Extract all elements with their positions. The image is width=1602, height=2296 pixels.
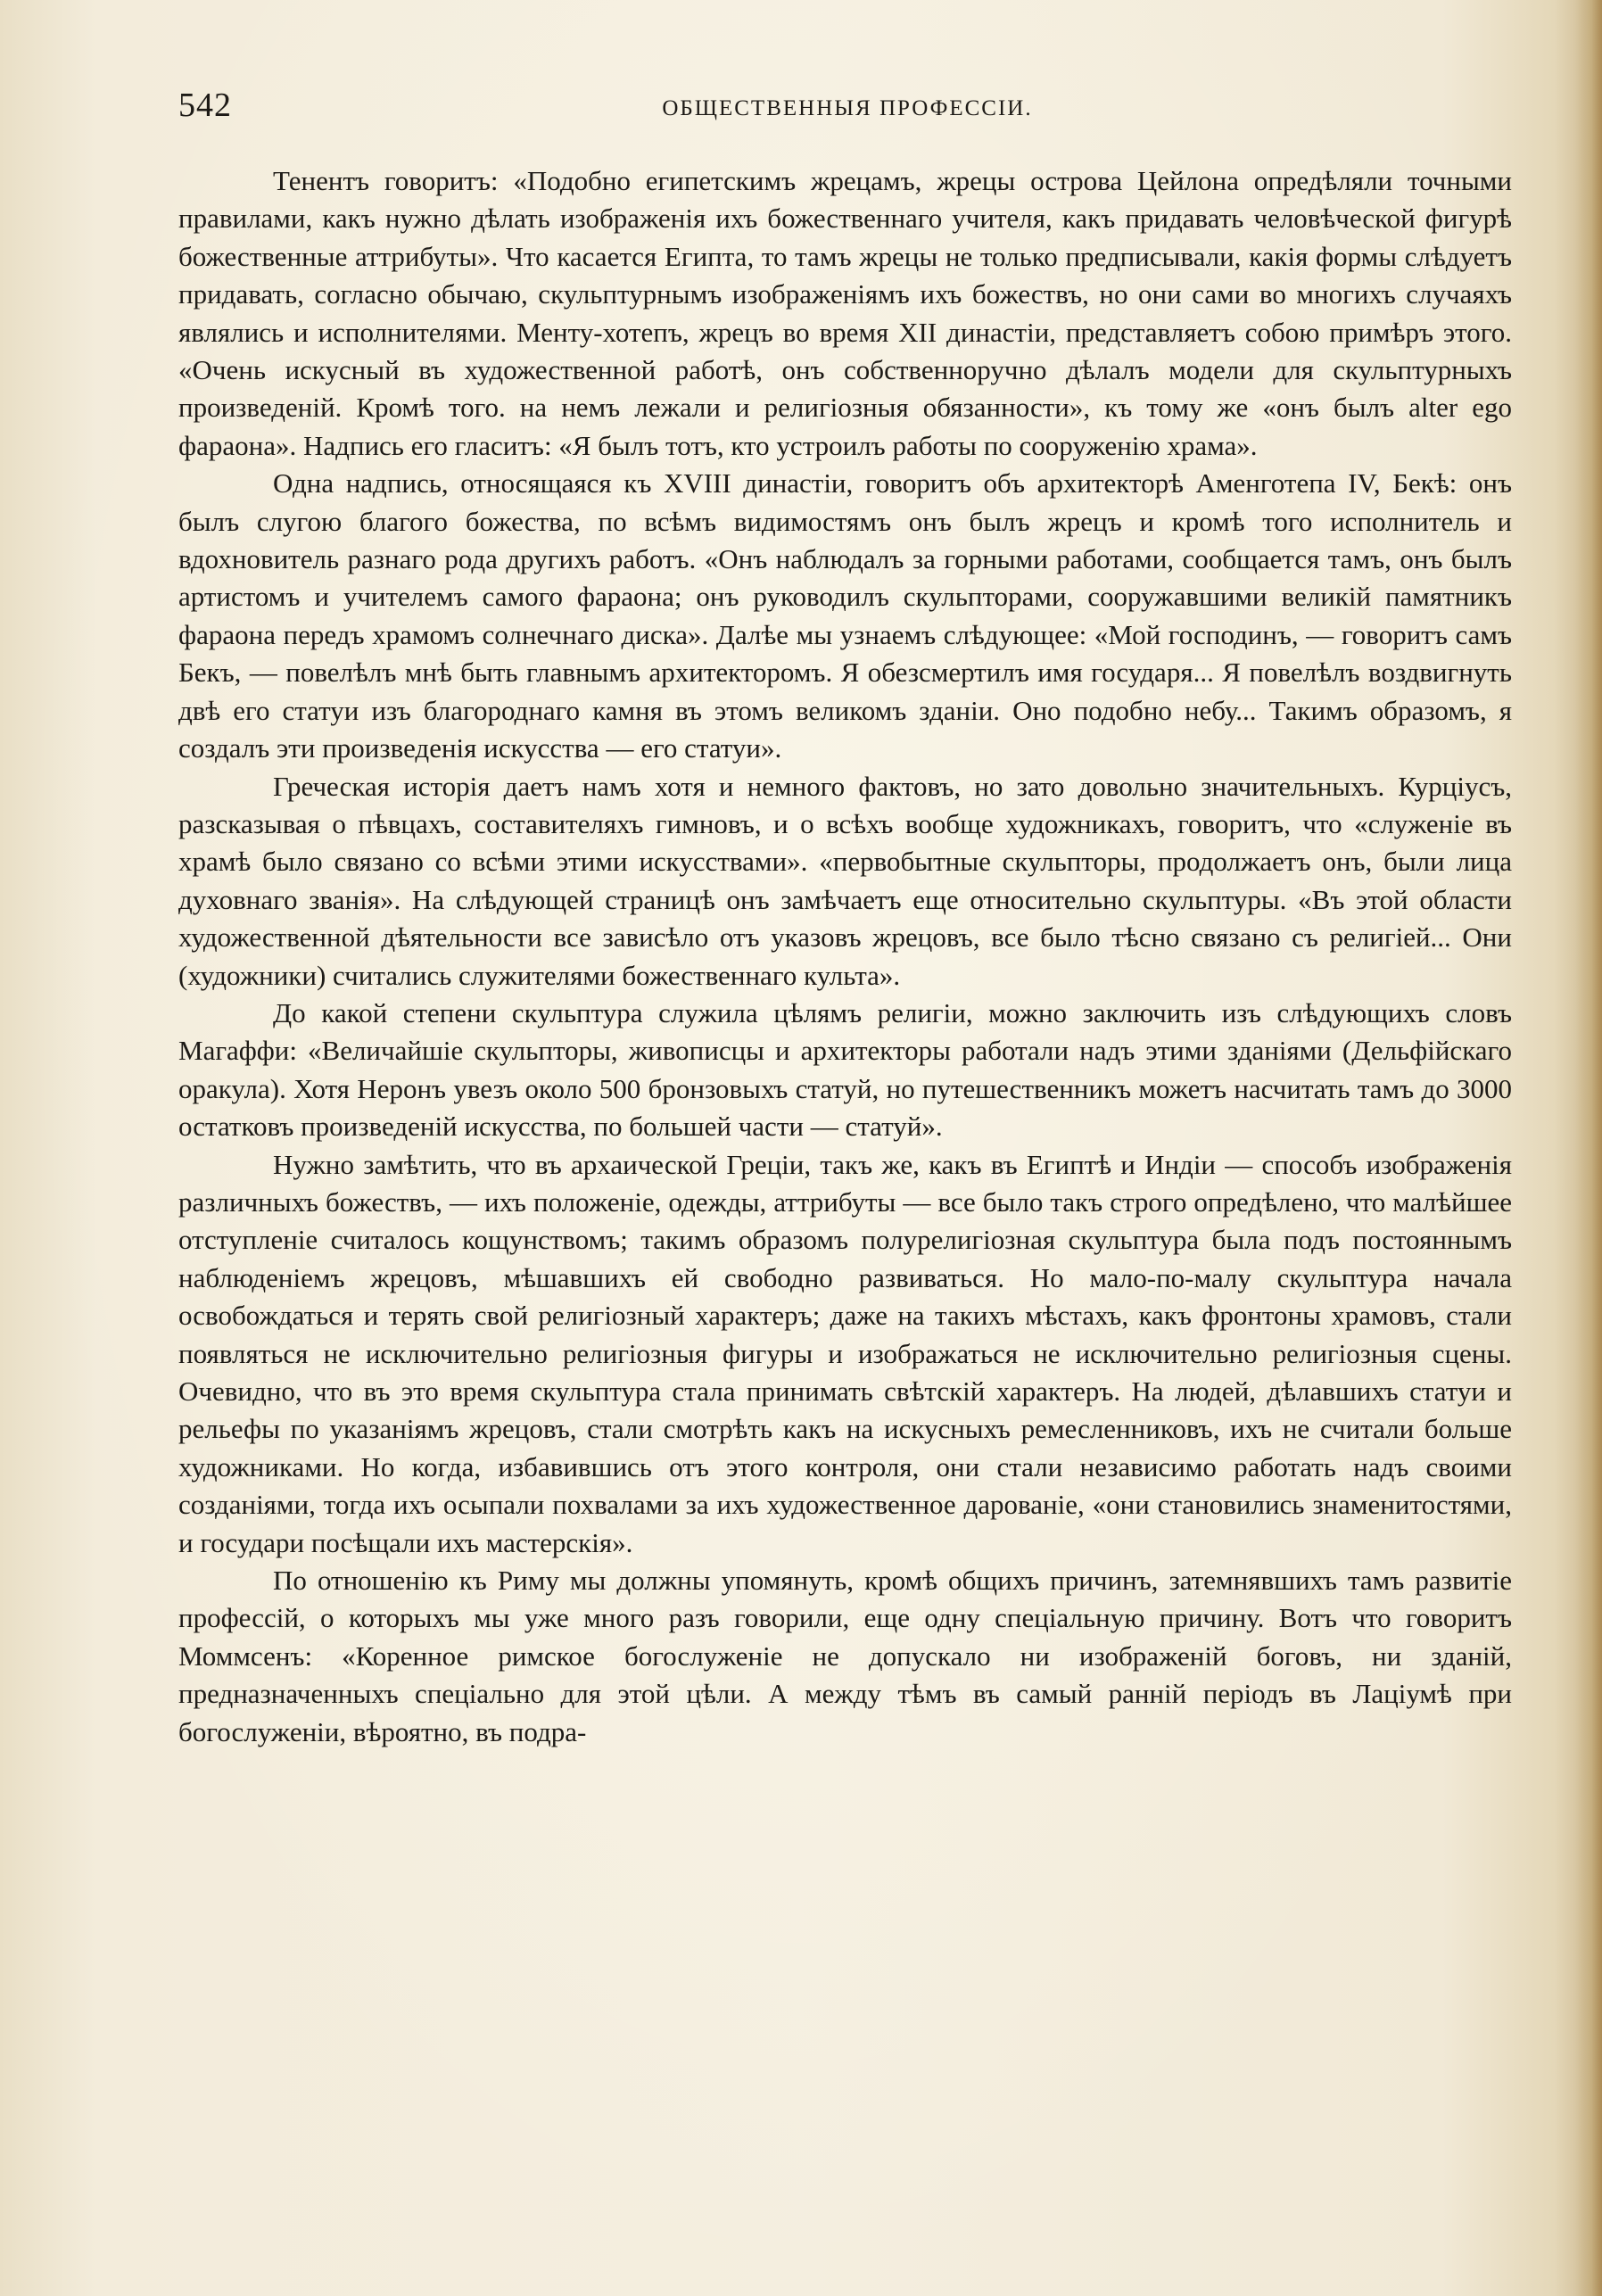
running-head: ОБЩЕСТВЕННЫЯ ПРОФЕССІИ. [662, 96, 1033, 120]
paragraph-tennent: Тенентъ говоритъ: «Подобно египетскимъ жрецамъ, жрецы острова Цейлона опредѣляли точными правилами, какъ нужно дѣлать изображенія ихъ божественнаго учителя, какъ придавать человѣческой фигурѣ божественные аттрибуты». Что касается Египта, то тамъ жрецы не только предписывали, какія формы слѣдуетъ придавать, согласно обычаю, скульптурнымъ изображеніямъ ихъ божествъ, но они сами во многихъ случаяхъ являлись и исполнителями. Менту-хотепъ, жрецъ во время XII династіи, представляетъ собою примѣръ этого. «Очень искусный въ художественной работѣ, онъ собственноручно дѣлалъ модели для скульптурныхъ произведеній. Кромѣ того. на немъ лежали и религіозныя обязанности», къ тому же «онъ былъ alter ego фараона». Надпись его гласитъ: «Я былъ тотъ, кто устроилъ работы по сооруженію храма». [178, 165, 1512, 461]
paragraph-greek-history: Греческая исторія даетъ намъ хотя и немного фактовъ, но зато довольно значительныхъ. Курціусъ, разсказывая о пѣвцахъ, составителяхъ гимновъ, и о всѣхъ вообще художникахъ, говоритъ, что «служеніе въ храмѣ было связано со всѣми этими искусствами». «первобытные скульпторы, продолжаетъ онъ, были лица духовнаго званія». На слѣдующей страницѣ онъ замѣчаетъ еще относительно скульптуры. «Въ этой области художественной дѣятельности все зависѣло отъ указовъ жрецовъ, все было тѣсно связано съ религіей... Они (художники) считались служителями божественнаго культа». [178, 770, 1512, 991]
page-header [178, 86, 1516, 130]
body-text [178, 162, 1512, 1751]
page-number: 542 [178, 87, 232, 124]
paragraph-rome-mommsen: По отношенію къ Риму мы должны упомянуть, кромѣ общихъ причинъ, затемнявшихъ тамъ развитіе профессій, о которыхъ мы уже много разъ говорили, еще одну спеціальную причину. Вотъ что говоритъ Моммсенъ: «Коренное римское богослуженіе не допускало ни изображеній боговъ, ни зданій, предназначенныхъ спеціально для этой цѣли. А между тѣмъ въ самый ранній періодъ въ Лаціумѣ при богослуженіи, вѣроятно, въ подра- [178, 1565, 1512, 1747]
paragraph-archaic-greece: Нужно замѣтить, что въ архаической Греціи, такъ же, какъ въ Египтѣ и Индіи — способъ изображенія различныхъ божествъ, — ихъ положеніе, одежды, аттрибуты — все было такъ строго опредѣлено, что малѣйшее отступленіе считалось кощунствомъ; такимъ образомъ полурелигіозная скульптура была подъ постояннымъ наблюденіемъ жрецовъ, мѣшавшихъ ей свободно развиваться. Но мало-по-малу скульптура начала освобождаться и терять свой религіозный характеръ; даже на такихъ мѣстахъ, какъ фронтоны храмовъ, стали появляться не исключительно религіозныя фигуры и изображаться не исключительно религіозныя сцены. Очевидно, что въ это время скульптура стала принимать свѣтскій характеръ. На людей, дѣлавшихъ статуи и рельефы по указаніямъ жрецовъ, стали смотрѣть какъ на искусныхъ ремесленниковъ, ихъ не считали больше художниками. Но когда, избавившись отъ этого контроля, они стали независимо работать надъ своими созданіями, тогда ихъ осыпали похвалами за ихъ художественное дарованіе, «они становились знаменитостями, и государи посѣщали ихъ мастерскія». [178, 1148, 1512, 1558]
page-edge-shadow [1575, 0, 1602, 2296]
paragraph-mahaffy: До какой степени скульптура служила цѣлямъ религіи, можно заключить изъ слѣдующихъ словъ Магаффи: «Величайшіе скульпторы, живописцы и архитекторы работали надъ этими зданіями (Дельфійскаго оракула). Хотя Неронъ увезъ около 500 бронзовыхъ статуй, но путешественникъ можетъ насчитать тамъ до 3000 остатковъ произведеній искусства, по большей части — статуй». [178, 996, 1512, 1143]
paragraph-bek-inscription: Одна надпись, относящаяся къ XVIII династіи, говоритъ объ архитекторѣ Аменготепа IV, Бекѣ: онъ былъ слугою благого божества, по всѣмъ видимостямъ онъ былъ жрецъ и кромѣ того исполнитель и вдохновитель разнаго рода другихъ работъ. «Онъ наблюдалъ за горными работами, сообщается тамъ, онъ былъ артистомъ и учителемъ самого фараона; онъ руководилъ скульпторами, сооружавшими великій памятникъ фараона передъ храмомъ солнечнаго диска». Далѣе мы узнаемъ слѣдующее: «Мой господинъ, — говоритъ самъ Бекъ, — повелѣлъ мнѣ быть главнымъ архитекторомъ. Я обезсмертилъ имя государя... Я повелѣлъ воздвигнуть двѣ его статуи изъ благороднаго камня въ этомъ великомъ зданіи. Оно подобно небу... Такимъ образомъ, я создалъ эти произведенія искусства — его статуи». [178, 467, 1512, 764]
